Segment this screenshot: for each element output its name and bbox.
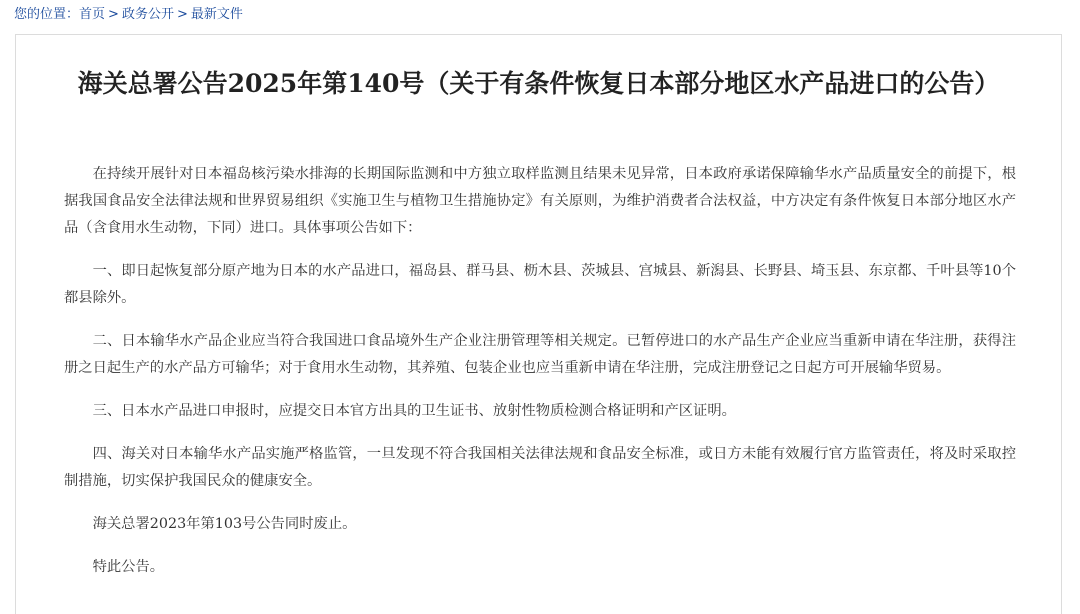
article-paragraph: 海关总署2023年第103号公告同时废止。 (92, 516, 357, 532)
article-paragraph: 二、日本输华水产品企业应当符合我国进口食品境外生产企业注册管理等相关规定。已暂停进口的水产品生产企业应当重新申请在华注册，获得注册之日起生产的水产品方可输华；对于食用水生动物，其养殖、包装企业也应当重新申请在华注册，完成注册登记之日起方可开展输华贸易。 (64, 333, 1016, 376)
breadcrumb-prefix: 您的位置： (14, 7, 80, 22)
article-body (64, 161, 1016, 597)
breadcrumb-latest-documents-link[interactable]: 最新文件 (190, 7, 243, 22)
breadcrumb-separator: > (108, 7, 119, 22)
article-card (15, 34, 1062, 614)
breadcrumb-separator: > (176, 7, 188, 22)
breadcrumb-home-link[interactable]: 首页 (79, 7, 106, 22)
breadcrumb (14, 5, 243, 25)
article-title: 海关总署公告2025年第140号（关于有条件恢复日本部分地区水产品进口的公告） (77, 69, 1000, 98)
article-paragraph: 四、海关对日本输华水产品实施严格监管，一旦发现不符合我国相关法律法规和食品安全标准，或日方未能有效履行官方监管责任，将及时采取控制措施，切实保护我国民众的健康安全。 (64, 446, 1016, 489)
article-paragraph: 特此公告。 (92, 559, 165, 575)
article-paragraph: 三、日本水产品进口申报时，应提交日本官方出具的卫生证书、放射性物质检测合格证明和产区证明。 (92, 403, 736, 419)
breadcrumb-government-affairs-link[interactable]: 政务公开 (121, 7, 174, 22)
article-paragraph: 一、即日起恢复部分原产地为日本的水产品进口，福岛县、群马县、枥木县、茨城县、宫城县、新潟县、长野县、埼玉县、东京都、千叶县等10个都县除外。 (64, 263, 1016, 306)
article-paragraph: 在持续开展针对日本福岛核污染水排海的长期国际监测和中方独立取样监测且结果未见异常，日本政府承诺保障输华水产品质量安全的前提下，根据我国食品安全法律法规和世界贸易组织《实施卫生与植物卫生措施协定》有关原则，为维护消费者合法权益，中方决定有条件恢复日本部分地区水产品（含食用水生动物，下同）进口。具体事项公告如下： (64, 166, 1016, 236)
